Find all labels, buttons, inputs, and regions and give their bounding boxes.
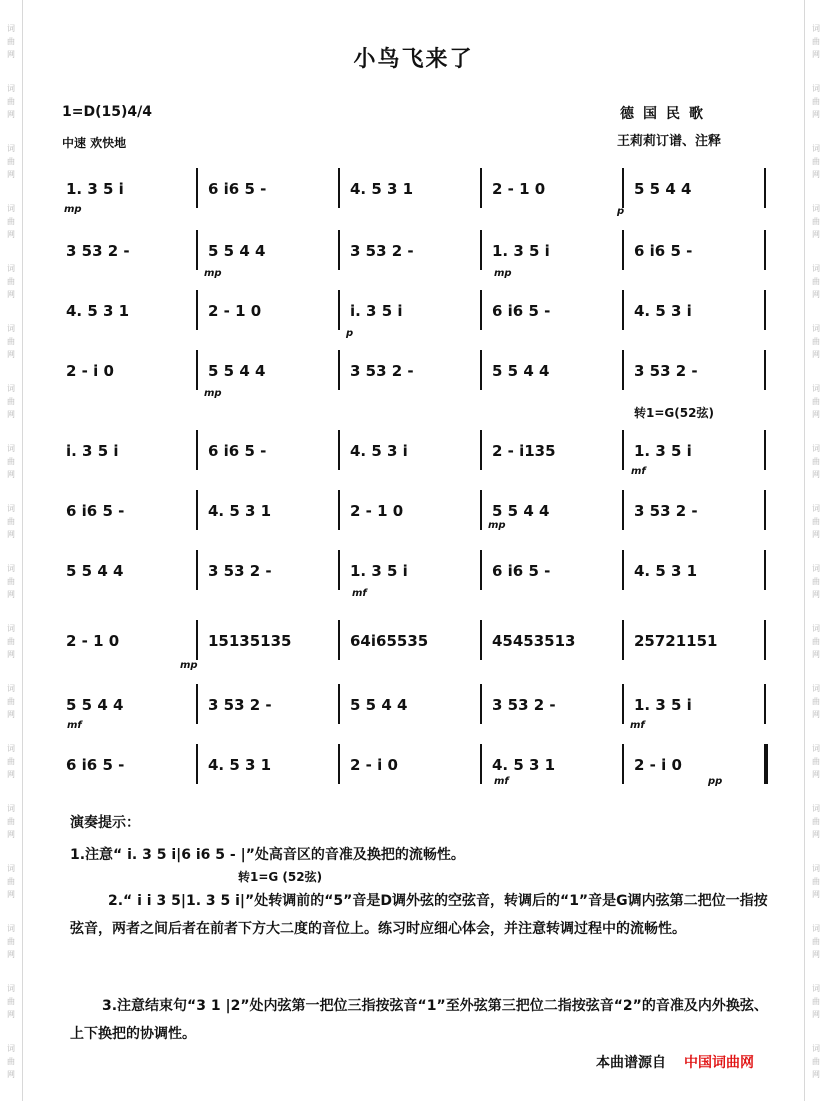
barline [196, 168, 198, 208]
watermark-glyph: 词 [7, 744, 15, 753]
watermark-glyph: 词 [812, 504, 820, 513]
measure: 4. 5 3 1 [208, 502, 272, 520]
measure: 1. 3 5 i [492, 242, 550, 260]
watermark-glyph: 网 [7, 410, 15, 419]
watermark-glyph: 词 [7, 564, 15, 573]
measure: 6 i6 5 - [208, 442, 267, 460]
barline [764, 350, 766, 390]
measure: 5 5 4 4 [66, 562, 124, 580]
measure: 6 i6 5 - [492, 562, 551, 580]
watermark-glyph: 网 [7, 830, 15, 839]
dynamic-marking: mf [352, 588, 367, 599]
barline [622, 430, 624, 470]
barline [622, 350, 624, 390]
barline [480, 168, 482, 208]
watermark-glyph: 词 [812, 264, 820, 273]
score-row [58, 176, 770, 202]
dynamic-marking: mp [488, 520, 506, 531]
measure: i. 3 5 i [66, 442, 119, 460]
watermark-glyph: 曲 [7, 517, 15, 526]
watermark-glyph: 曲 [812, 37, 820, 46]
measure: 3 53 2 - [350, 362, 414, 380]
barline [338, 168, 340, 208]
score-row [58, 298, 770, 324]
watermark-glyph: 网 [812, 50, 820, 59]
watermark-glyph: 词 [7, 444, 15, 453]
watermark-glyph: 词 [812, 624, 820, 633]
barline [196, 290, 198, 330]
barline [196, 430, 198, 470]
watermark-glyph: 词 [812, 24, 820, 33]
watermark-glyph: 词 [7, 84, 15, 93]
watermark-glyph: 词 [7, 684, 15, 693]
watermark-glyph: 曲 [812, 337, 820, 346]
watermark-glyph: 曲 [812, 577, 820, 586]
dynamic-marking: mp [494, 268, 512, 279]
measure: 6 i6 5 - [634, 242, 693, 260]
watermark-glyph: 网 [812, 710, 820, 719]
score-row [58, 238, 770, 264]
dynamic-marking: mf [631, 466, 646, 477]
dynamic-marking: mf [494, 776, 509, 787]
measure: 5 5 4 4 [350, 696, 408, 714]
tip-2: 2.“ i i 3 5|1. 3 5 i|”处转调前的“5”音是D调外弦的空弦音，转调后的“1”音是G调内弦第二把位一指按弦音，两者之间后者在前者下方大二度的音位上。练习时应细心体会，并注意转调过程中的流畅性。 [70, 893, 768, 937]
barline [480, 230, 482, 270]
barline [338, 550, 340, 590]
barline [338, 684, 340, 724]
watermark-glyph: 曲 [812, 397, 820, 406]
measure: 1. 3 5 i [66, 180, 124, 198]
measure: 3 53 2 - [208, 562, 272, 580]
measure: i. 3 5 i [350, 302, 403, 320]
watermark-glyph: 曲 [7, 697, 15, 706]
measure: 5 5 4 4 [66, 696, 124, 714]
watermark-glyph: 词 [812, 984, 820, 993]
measure: 4. 5 3 1 [66, 302, 130, 320]
dynamic-marking: p [617, 206, 625, 217]
watermark-glyph: 词 [812, 444, 820, 453]
modulation-marking: 转1=G(52弦) [634, 406, 714, 420]
barline [764, 684, 766, 724]
barline [480, 350, 482, 390]
song-origin: 德国民歌 [620, 106, 712, 122]
barline [338, 744, 340, 784]
watermark-glyph: 曲 [812, 517, 820, 526]
measure: 2 - i135 [492, 442, 556, 460]
score-row [58, 498, 770, 524]
barline [622, 290, 624, 330]
watermark-glyph: 网 [7, 710, 15, 719]
watermark-glyph: 词 [812, 324, 820, 333]
barline [196, 350, 198, 390]
dynamic-marking: pp [708, 776, 723, 787]
dynamic-marking: mf [630, 720, 645, 731]
measure: 1. 3 5 i [634, 442, 692, 460]
measure: 2 - i 0 [634, 756, 682, 774]
measure: 5 5 4 4 [492, 502, 550, 520]
barline [196, 684, 198, 724]
watermark-glyph: 曲 [7, 37, 15, 46]
arranger-credit: 王莉莉订谱、注释 [617, 134, 722, 149]
watermark-glyph: 网 [7, 590, 15, 599]
watermark-glyph: 曲 [812, 937, 820, 946]
barline [622, 168, 624, 208]
measure: 4. 5 3 i [350, 442, 408, 460]
barline [622, 684, 624, 724]
watermark-glyph: 曲 [7, 97, 15, 106]
barline [622, 550, 624, 590]
watermark-glyph: 词 [7, 264, 15, 273]
score-row [58, 438, 770, 464]
watermark-glyph: 网 [812, 170, 820, 179]
watermark-glyph: 曲 [7, 997, 15, 1006]
barline [764, 290, 766, 330]
barline [338, 290, 340, 330]
watermark-glyph: 曲 [812, 757, 820, 766]
barline [622, 744, 624, 784]
measure: 2 - 1 0 [208, 302, 262, 320]
watermark-glyph: 曲 [812, 697, 820, 706]
watermark-glyph: 词 [812, 144, 820, 153]
watermark-glyph: 曲 [812, 277, 820, 286]
watermark-glyph: 网 [812, 350, 820, 359]
barline [764, 550, 766, 590]
watermark-glyph: 词 [7, 624, 15, 633]
measure: 15135135 [208, 632, 292, 650]
watermark-glyph: 词 [812, 84, 820, 93]
barline [196, 744, 198, 784]
watermark-glyph: 网 [7, 530, 15, 539]
watermark-glyph: 曲 [812, 157, 820, 166]
measure: 3 53 2 - [634, 502, 698, 520]
measure: 2 - 1 0 [66, 632, 120, 650]
watermark-glyph: 曲 [7, 157, 15, 166]
barline [622, 230, 624, 270]
watermark-glyph: 曲 [7, 457, 15, 466]
watermark-glyph: 词 [7, 1044, 15, 1053]
dynamic-marking: mp [204, 388, 222, 399]
measure: 6 i6 5 - [492, 302, 551, 320]
score-row [58, 358, 770, 384]
watermark-glyph: 网 [7, 470, 15, 479]
watermark-glyph: 词 [7, 24, 15, 33]
watermark-glyph: 网 [812, 110, 820, 119]
right-watermark-strip [804, 0, 827, 1101]
watermark-glyph: 词 [812, 1044, 820, 1053]
watermark-glyph: 词 [7, 144, 15, 153]
watermark-glyph: 网 [812, 410, 820, 419]
watermark-glyph: 网 [812, 470, 820, 479]
measure: 45453513 [492, 632, 576, 650]
watermark-glyph: 曲 [7, 937, 15, 946]
measure: 5 5 4 4 [634, 180, 692, 198]
watermark-glyph: 网 [812, 230, 820, 239]
barline [196, 230, 198, 270]
watermark-glyph: 曲 [812, 877, 820, 886]
watermark-glyph: 曲 [7, 397, 15, 406]
measure: 2 - i 0 [66, 362, 114, 380]
watermark-glyph: 曲 [812, 997, 820, 1006]
barline [764, 490, 766, 530]
source-label: 本曲谱源自 [596, 1055, 666, 1071]
watermark-glyph: 网 [812, 890, 820, 899]
site-name[interactable]: 中国词曲网 [684, 1055, 754, 1071]
watermark-glyph: 词 [812, 864, 820, 873]
watermark-glyph: 网 [7, 110, 15, 119]
watermark-glyph: 曲 [7, 1057, 15, 1066]
barline [196, 550, 198, 590]
watermark-glyph: 曲 [7, 757, 15, 766]
barline [764, 230, 766, 270]
watermark-glyph: 网 [7, 950, 15, 959]
measure: 4. 5 3 i [634, 302, 692, 320]
tip-1: 1.注意“ i. 3 5 i|6 i6 5 - |”处高音区的音准及换把的流畅性。 [70, 847, 465, 863]
measure: 2 - 1 0 [350, 502, 404, 520]
measure: 5 5 4 4 [208, 362, 266, 380]
measure: 4. 5 3 1 [208, 756, 272, 774]
score-title: 小鸟飞来了 [353, 47, 474, 72]
measure: 5 5 4 4 [492, 362, 550, 380]
watermark-glyph: 曲 [7, 637, 15, 646]
barline [338, 350, 340, 390]
watermark-glyph: 网 [7, 170, 15, 179]
measure: 2 - 1 0 [492, 180, 546, 198]
measure: 3 53 2 - [66, 242, 130, 260]
measure: 3 53 2 - [634, 362, 698, 380]
score-row [58, 628, 770, 654]
barline [338, 230, 340, 270]
watermark-glyph: 曲 [7, 577, 15, 586]
watermark-glyph: 词 [7, 384, 15, 393]
measure: 1. 3 5 i [350, 562, 408, 580]
dynamic-marking: mp [204, 268, 222, 279]
measure: 4. 5 3 1 [492, 756, 556, 774]
watermark-glyph: 词 [812, 804, 820, 813]
watermark-glyph: 词 [812, 744, 820, 753]
barline [480, 620, 482, 660]
barline [622, 620, 624, 660]
watermark-glyph: 曲 [7, 277, 15, 286]
watermark-glyph: 曲 [7, 817, 15, 826]
measure: 2 - i 0 [350, 756, 398, 774]
score-row [58, 558, 770, 584]
watermark-glyph: 词 [812, 684, 820, 693]
watermark-glyph: 词 [7, 504, 15, 513]
watermark-glyph: 曲 [7, 217, 15, 226]
barline [196, 620, 198, 660]
watermark-glyph: 曲 [812, 457, 820, 466]
dynamic-marking: p [346, 328, 354, 339]
left-watermark-strip [0, 0, 23, 1101]
watermark-glyph: 网 [7, 1010, 15, 1019]
watermark-glyph: 网 [812, 590, 820, 599]
barline [764, 744, 768, 784]
barline [338, 490, 340, 530]
dynamic-marking: mp [64, 204, 82, 215]
watermark-glyph: 曲 [7, 877, 15, 886]
measure: 25721151 [634, 632, 718, 650]
tips-heading: 演奏提示： [70, 815, 140, 831]
measure: 3 53 2 - [208, 696, 272, 714]
watermark-glyph: 词 [7, 864, 15, 873]
watermark-glyph: 网 [812, 530, 820, 539]
watermark-glyph: 网 [7, 890, 15, 899]
measure: 5 5 4 4 [208, 242, 266, 260]
watermark-glyph: 网 [812, 950, 820, 959]
watermark-glyph: 网 [7, 650, 15, 659]
barline [480, 550, 482, 590]
score-row [58, 692, 770, 718]
measure: 6 i6 5 - [66, 502, 125, 520]
measure: 3 53 2 - [350, 242, 414, 260]
measure: 6 i6 5 - [208, 180, 267, 198]
measure: 3 53 2 - [492, 696, 556, 714]
barline [764, 168, 766, 208]
watermark-glyph: 网 [812, 770, 820, 779]
barline [480, 744, 482, 784]
watermark-glyph: 词 [7, 324, 15, 333]
watermark-glyph: 词 [812, 204, 820, 213]
key-signature: 1=D(15)4/4 [62, 104, 152, 120]
barline [480, 684, 482, 724]
tip-3: 3.注意结束句“3 1 |2”处内弦第一把位三指按弦音“1”至外弦第三把位二指按弦音“2”的音准及内外换弦、上下换把的协调性。 [70, 998, 768, 1042]
dynamic-marking: mf [67, 720, 82, 731]
barline [196, 490, 198, 530]
watermark-glyph: 网 [812, 830, 820, 839]
watermark-glyph: 曲 [812, 1057, 820, 1066]
watermark-glyph: 网 [7, 350, 15, 359]
watermark-glyph: 词 [7, 924, 15, 933]
tempo-marking: 中速 欢快地 [62, 136, 127, 150]
watermark-glyph: 网 [7, 290, 15, 299]
measure: 64i65535 [350, 632, 429, 650]
watermark-glyph: 曲 [812, 637, 820, 646]
barline [622, 490, 624, 530]
watermark-glyph: 词 [7, 204, 15, 213]
watermark-glyph: 网 [812, 650, 820, 659]
watermark-glyph: 网 [7, 230, 15, 239]
watermark-glyph: 网 [7, 770, 15, 779]
source-credit [596, 1052, 754, 1072]
watermark-glyph: 曲 [812, 217, 820, 226]
barline [338, 620, 340, 660]
barline [764, 430, 766, 470]
watermark-glyph: 词 [812, 924, 820, 933]
watermark-glyph: 网 [7, 1070, 15, 1079]
watermark-glyph: 词 [812, 564, 820, 573]
barline [338, 430, 340, 470]
barline [764, 620, 766, 660]
barline [480, 490, 482, 530]
watermark-glyph: 词 [7, 984, 15, 993]
watermark-glyph: 网 [812, 290, 820, 299]
watermark-glyph: 词 [812, 384, 820, 393]
watermark-glyph: 网 [7, 50, 15, 59]
barline [480, 290, 482, 330]
watermark-glyph: 曲 [7, 337, 15, 346]
watermark-glyph: 曲 [812, 97, 820, 106]
watermark-glyph: 曲 [812, 817, 820, 826]
score-row [58, 752, 770, 778]
tip-modulation-note: 转1=G (52弦) [238, 870, 323, 884]
measure: 1. 3 5 i [634, 696, 692, 714]
barline [480, 430, 482, 470]
watermark-glyph: 网 [812, 1010, 820, 1019]
measure: 6 i6 5 - [66, 756, 125, 774]
watermark-glyph: 词 [7, 804, 15, 813]
measure: 4. 5 3 1 [634, 562, 698, 580]
watermark-glyph: 网 [812, 1070, 820, 1079]
measure: 4. 5 3 1 [350, 180, 414, 198]
dynamic-marking: mp [180, 660, 198, 671]
